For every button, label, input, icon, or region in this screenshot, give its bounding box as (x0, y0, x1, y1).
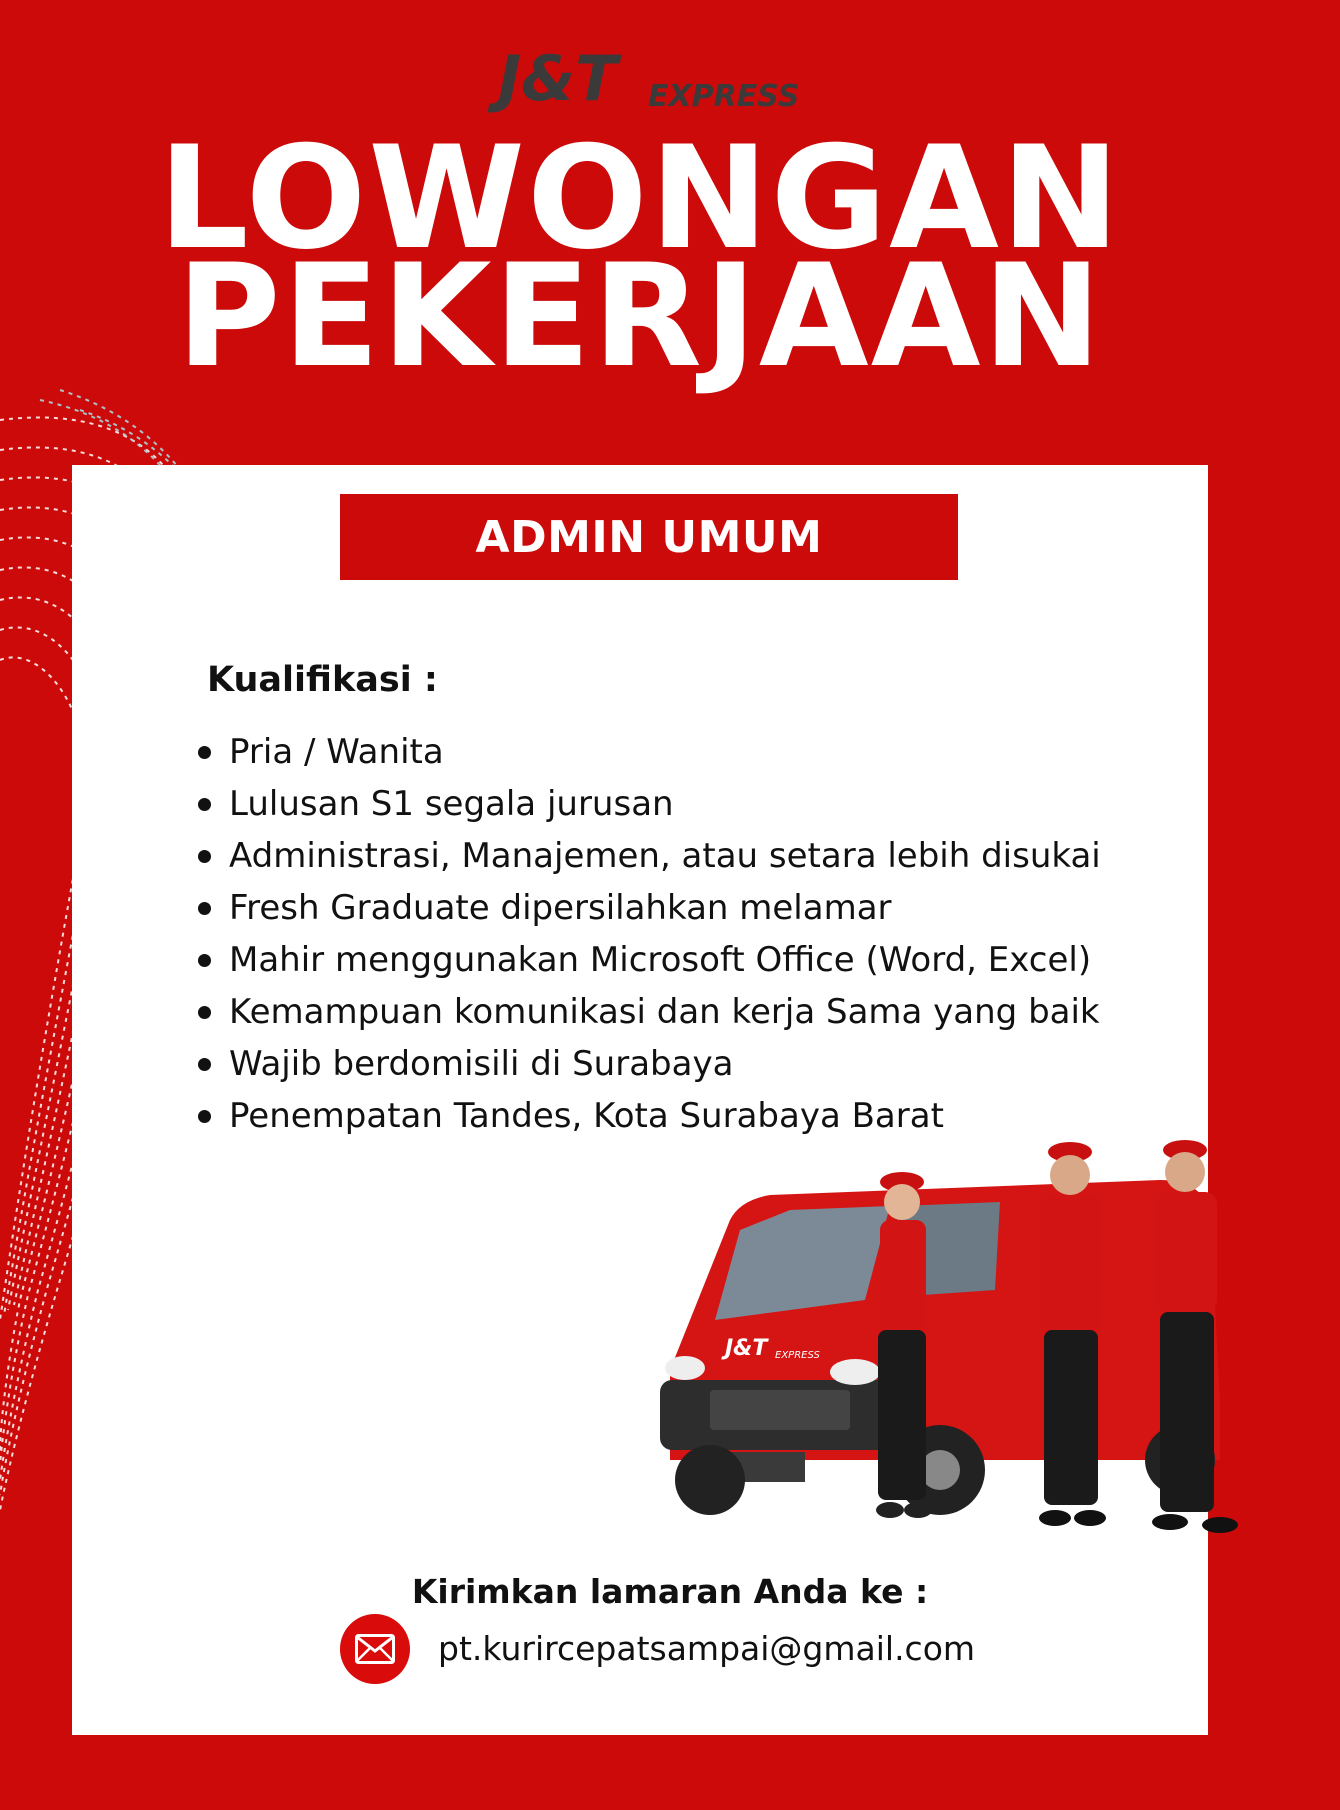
delivery-van-crew-photo (640, 1140, 1245, 1570)
qualifications-heading: Kualifikasi : (207, 660, 438, 700)
mail-icon (340, 1614, 410, 1684)
jnt-express-logo (498, 42, 800, 115)
list-item-text: Penempatan Tandes, Kota Surabaya Barat (229, 1096, 944, 1136)
bullet-icon (198, 902, 211, 915)
list-item-text: Wajib berdomisili di Surabaya (229, 1044, 734, 1084)
list-item-text: Fresh Graduate dipersilahkan melamar (229, 888, 892, 928)
bullet-icon (198, 954, 211, 967)
bullet-icon (198, 798, 211, 811)
list-item-text: Pria / Wanita (229, 732, 444, 772)
list-item (195, 934, 1101, 986)
list-item (195, 830, 1101, 882)
list-item-text: Administrasi, Manajemen, atau setara lebih disukai (229, 836, 1101, 876)
list-item (195, 726, 1101, 778)
headline-line-1: LOWONGAN (158, 116, 1122, 281)
apply-heading: Kirimkan lamaran Anda ke : (411, 1572, 929, 1611)
list-item (195, 882, 1101, 934)
svg-text:J&T: J&T (498, 42, 618, 115)
bullet-icon (198, 1110, 211, 1123)
qualifications-list (195, 726, 1101, 1142)
list-item-text: Kemampuan komunikasi dan kerja Sama yang baik (229, 992, 1100, 1032)
bullet-icon (198, 850, 211, 863)
headline-line-2: PEKERJAAN (176, 234, 1104, 399)
list-item (195, 1038, 1101, 1090)
list-item (195, 1090, 1101, 1142)
svg-text:J&T: J&T (725, 1336, 768, 1361)
van-illustration (660, 1180, 1220, 1515)
svg-text:EXPRESS: EXPRESS (648, 79, 800, 114)
list-item (195, 778, 1101, 830)
list-item-text: Lulusan S1 segala jurusan (229, 784, 674, 824)
bullet-icon (198, 746, 211, 759)
bullet-icon (198, 1006, 211, 1019)
svg-text:EXPRESS: EXPRESS (775, 1350, 820, 1361)
list-item-text: Mahir menggunakan Microsoft Office (Word, Excel) (229, 940, 1092, 980)
job-title-badge: ADMIN UMUM (340, 494, 958, 580)
contact-email[interactable]: pt.kurircepatsampai@gmail.com (438, 1629, 976, 1668)
list-item (195, 986, 1101, 1038)
headline (0, 116, 1280, 399)
bullet-icon (198, 1058, 211, 1071)
